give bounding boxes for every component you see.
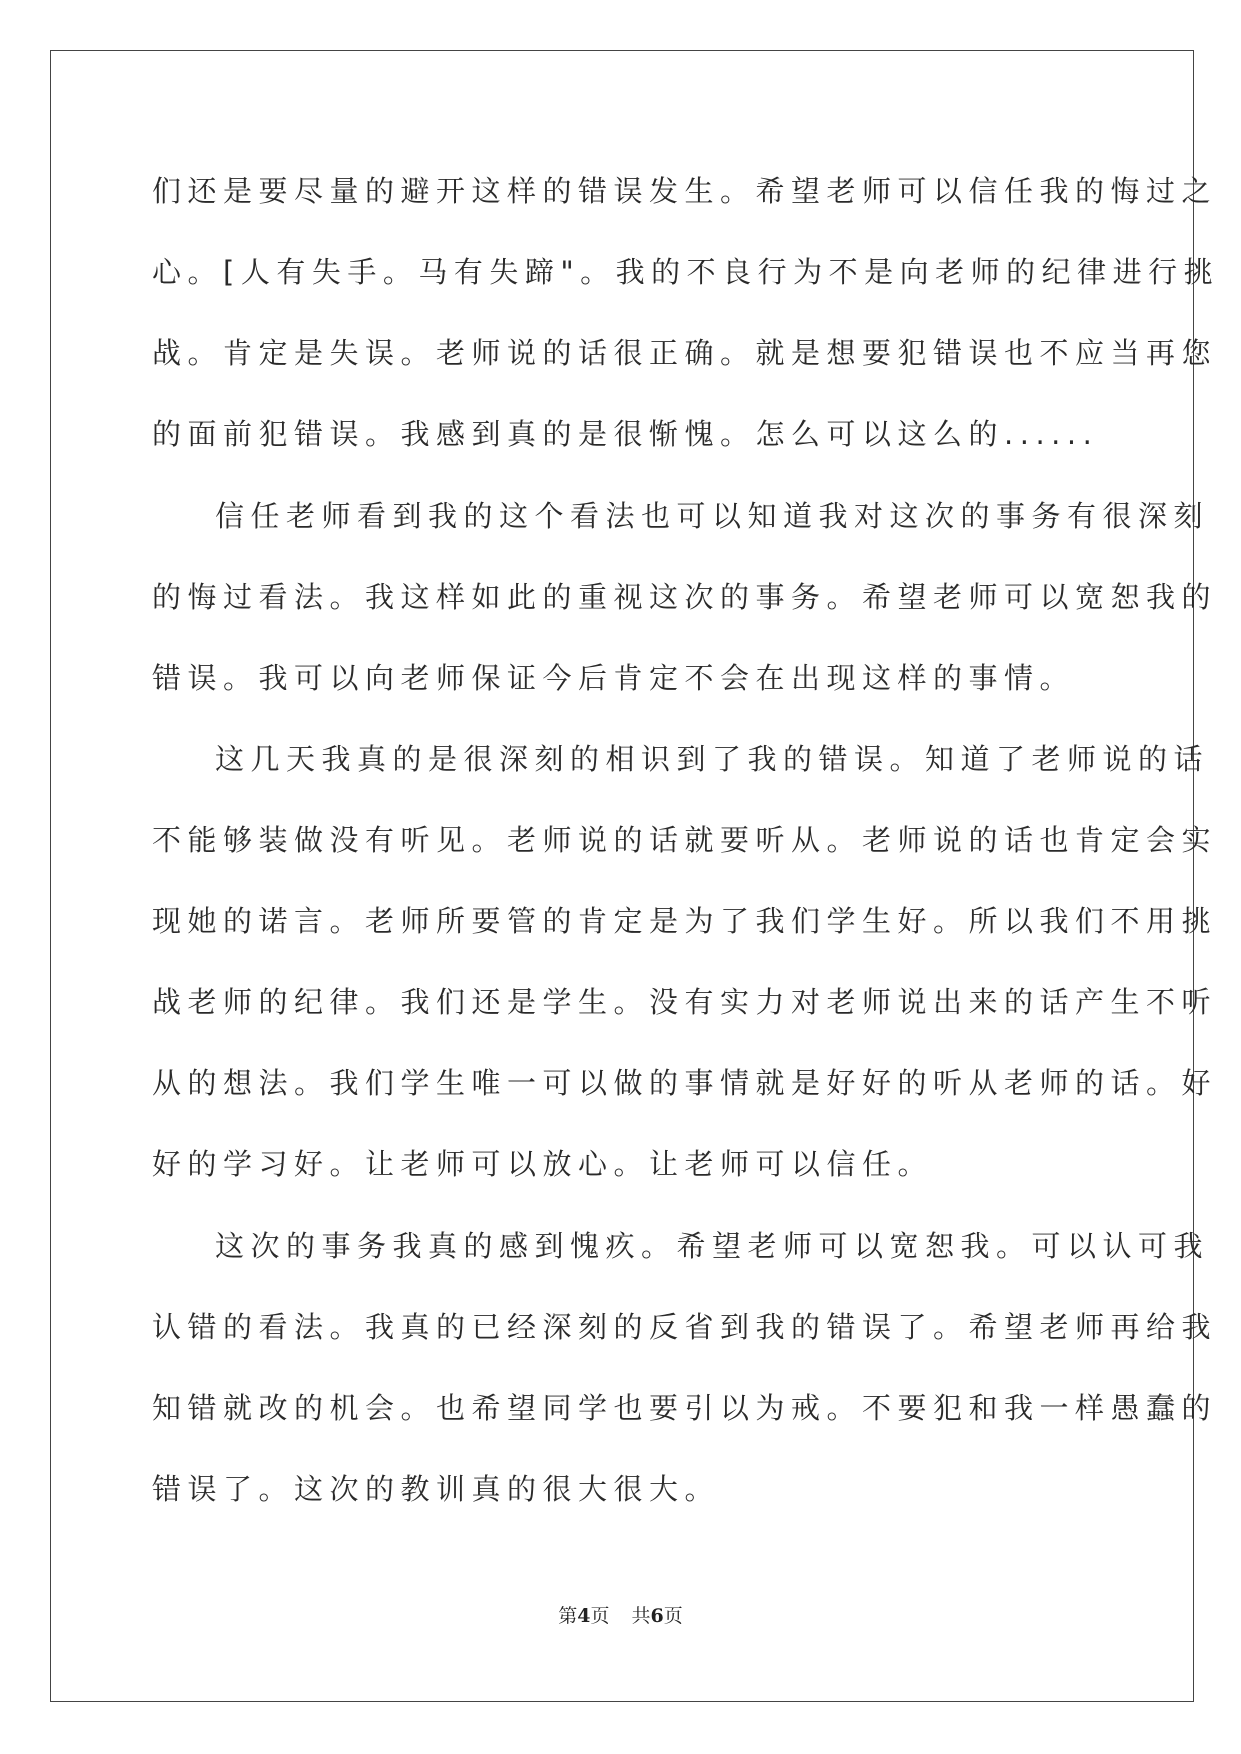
footer-prefix: 第 [558,1605,578,1627]
paragraph-first-line: 这几天我真的是很深刻的相识到了我的错误。知道了老师说的话 [215,742,1210,776]
text-line: 知错就改的机会。也希望同学也要引以为戒。不要犯和我一样愚蠢的 [152,1391,1218,1425]
text-line: 的面前犯错误。我感到真的是很惭愧。怎么可以这么的...... [152,417,1099,451]
footer-total-prefix: 共 [631,1605,651,1627]
text-line: 现她的诺言。老师所要管的肯定是为了我们学生好。所以我们不用挑 [152,904,1218,938]
text-line: 战。肯定是失误。老师说的话很正确。就是想要犯错误也不应当再您 [152,336,1218,370]
total-page-number: 6 [650,1605,664,1627]
text-line: 认错的看法。我真的已经深刻的反省到我的错误了。希望老师再给我 [152,1310,1218,1344]
footer-total-unit: 页 [663,1605,683,1627]
text-line: 好的学习好。让老师可以放心。让老师可以信任。 [152,1147,934,1181]
page-footer [0,1601,1241,1628]
text-line: 错误了。这次的教训真的很大很大。 [152,1472,721,1506]
page-border [50,50,1194,1702]
footer-page-unit: 页 [590,1605,610,1627]
paragraph-first-line: 信任老师看到我的这个看法也可以知道我对这次的事务有很深刻 [215,499,1210,533]
current-page-number: 4 [577,1605,591,1627]
text-line: 的悔过看法。我这样如此的重视这次的事务。希望老师可以宽恕我的 [152,580,1218,614]
text-line: 从的想法。我们学生唯一可以做的事情就是好好的听从老师的话。好 [152,1066,1218,1100]
text-line: 心。[人有失手。马有失蹄"。我的不良行为不是向老师的纪律进行挑 [152,255,1220,289]
text-line: 错误。我可以向老师保证今后肯定不会在出现这样的事情。 [152,661,1076,695]
paragraph-first-line: 这次的事务我真的感到愧疚。希望老师可以宽恕我。可以认可我 [215,1229,1210,1263]
text-line: 们还是要尽量的避开这样的错误发生。希望老师可以信任我的悔过之 [152,174,1218,208]
text-line: 战老师的纪律。我们还是学生。没有实力对老师说出来的话产生不听 [152,985,1218,1019]
text-line: 不能够装做没有听见。老师说的话就要听从。老师说的话也肯定会实 [152,823,1218,857]
